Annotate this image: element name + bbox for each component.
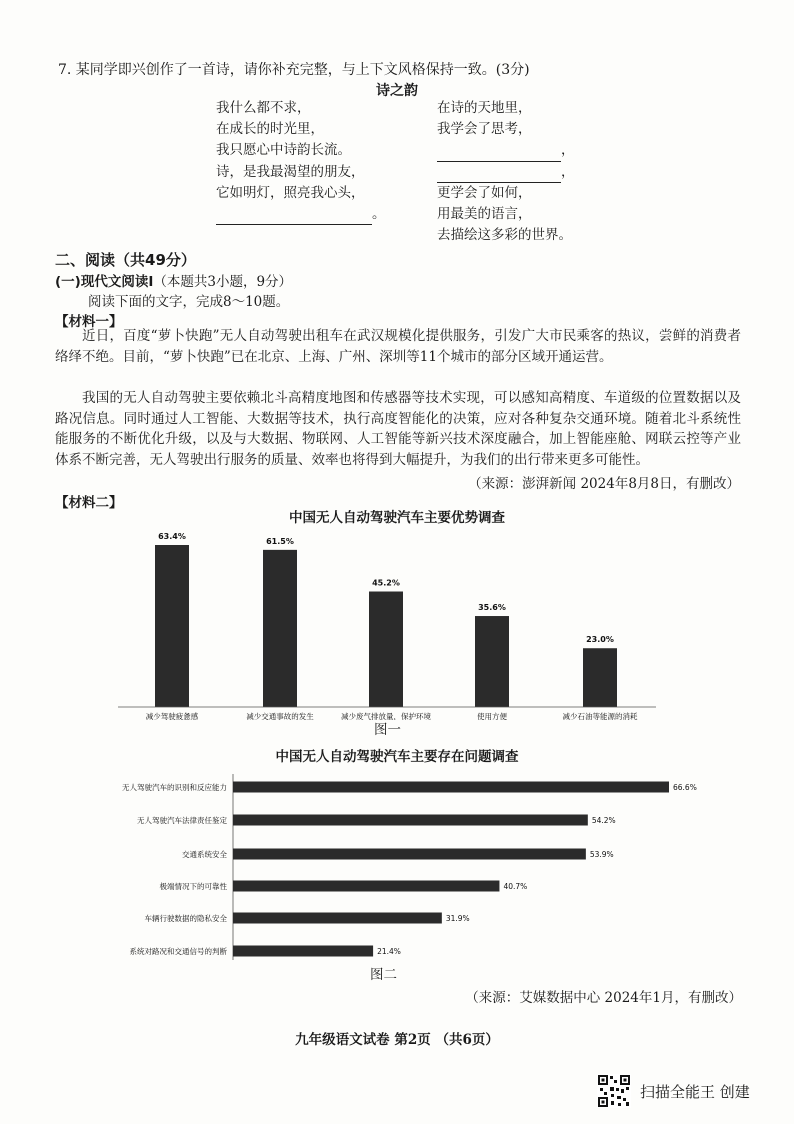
chart-1-caption: 图一 — [374, 722, 401, 738]
scanner-watermark: 扫描全能王 创建 — [640, 1083, 750, 1101]
page-footer: 九年级语文试卷 第2页 （共6页） — [295, 1032, 499, 1048]
poem-line: 它如明灯，照亮我心头， — [216, 184, 365, 201]
subsection-info: （本题共3小题，9分） — [153, 274, 293, 290]
chart-2-bar — [233, 782, 669, 793]
subsection-heading — [55, 270, 292, 290]
chart-1-data-label: 45.2% — [372, 578, 400, 588]
chart-1-bar — [475, 616, 509, 707]
chart-1-category-label: 减少废气排放量，保护环境 — [341, 712, 431, 720]
chart-2-category-label: 交通系统安全 — [182, 850, 227, 859]
section-heading: 二、阅读（共49分） — [55, 251, 196, 269]
poem-blank-line[interactable] — [437, 162, 575, 183]
chart-1-bar — [263, 550, 297, 707]
chart-1-title: 中国无人自动驾驶汽车主要优势调查 — [289, 510, 505, 526]
chart-1-data-label: 63.4% — [158, 532, 186, 541]
chart-1-bar — [583, 648, 617, 707]
chart-2-bar — [233, 849, 586, 860]
chart-2-data-label: 40.7% — [503, 882, 528, 891]
chart-2-data-label: 21.4% — [377, 947, 401, 956]
chart-2-bar — [233, 946, 373, 957]
material-2-label: 【材料二】 — [55, 495, 123, 511]
poem-blank-line[interactable] — [216, 204, 386, 225]
chart-2-bar — [233, 881, 499, 892]
poem-line: 更学会了如何， — [437, 184, 532, 201]
poem-right-column — [437, 98, 575, 246]
chart-2-title: 中国无人自动驾驶汽车主要存在问题调查 — [275, 749, 519, 765]
poem-line: 诗，是我最渴望的朋友， — [216, 163, 365, 180]
chart-2-bar — [233, 815, 588, 826]
chart-2-category-label: 车辆行驶数据的隐私安全 — [144, 914, 227, 923]
chart-2-category-label: 无人驾驶汽车法律责任鉴定 — [137, 816, 227, 825]
chart-1 — [0, 520, 794, 720]
material-2-source: （来源：艾媒数据中心 2024年1月，有删改） — [465, 990, 742, 1006]
chart-1-category-label: 减少驾驶疲惫感 — [145, 712, 199, 720]
poem-line: 我什么都不求， — [216, 100, 311, 116]
poem-title: 诗之韵 — [376, 83, 418, 99]
chart-1-bar — [369, 592, 403, 707]
chart-1-category-label: 减少交通事故的发生 — [246, 712, 314, 720]
qr-code-icon — [597, 1074, 631, 1108]
poem-comma: ， — [561, 163, 575, 180]
reading-instruction: 阅读下面的文字，完成8～10题。 — [88, 294, 290, 310]
poem-blank-line[interactable] — [437, 140, 575, 161]
chart-2-data-label: 53.9% — [589, 850, 614, 859]
material-1-source: （来源：澎湃新闻 2024年8月8日，有删改） — [468, 476, 740, 492]
poem-line: 在诗的天地里， — [437, 100, 532, 116]
chart-2-bar — [233, 913, 442, 924]
chart-2-data-label: 31.9% — [445, 914, 470, 923]
poem-line: 用最美的语言， — [437, 206, 532, 223]
chart-1-data-label: 61.5% — [266, 536, 294, 546]
poem-left-column — [216, 98, 386, 225]
chart-1-data-label: 35.6% — [478, 603, 506, 613]
poem-period: 。 — [372, 206, 386, 223]
chart-1-category-label: 使用方便 — [477, 712, 507, 720]
chart-2-category-label: 极端情况下的可靠性 — [159, 882, 227, 891]
chart-2-caption: 图二 — [370, 967, 397, 983]
poem-line: 我学会了思考， — [437, 121, 532, 138]
chart-2-category-label: 系统对路况和交通信号的判断 — [129, 947, 227, 956]
chart-1-bar — [155, 545, 189, 707]
chart-2 — [0, 770, 794, 962]
chart-2-category-label: 无人驾驶汽车的识别和反应能力 — [122, 783, 227, 792]
chart-2-data-label: 54.2% — [591, 816, 616, 825]
chart-1-category-label: 减少石油等能源的消耗 — [562, 712, 638, 720]
material-1-paragraph-1: 近日，百度“萝卜快跑”无人自动驾驶出租车在武汉规模化提供服务，引发广大市民乘客的热议，尝鲜的消费者络绎不绝。目前，“萝卜快跑”已在北京、上海、广州、深圳等11个城市的部分区域开通运营。 — [55, 328, 741, 365]
chart-1-data-label: 23.0% — [586, 635, 614, 645]
subsection-label: (一)现代文阅读Ⅰ — [55, 274, 154, 290]
poem-comma: ， — [561, 142, 575, 159]
material-1-paragraph-2: 我国的无人自动驾驶主要依赖北斗高精度地图和传感器等技术实现，可以感知高精度、车道级的位置数据以及路况信息。同时通过人工智能、大数据等技术，执行高度智能化的决策，应对各种复杂交通环境。随着北斗系统性能服务的不断优化升级，以及与大数据、物联网、人工智能等新兴技术深度融合，加上智能座舱、网联云控等产业体系不断完善，无人驾驶出行服务的质量、效率也将得到大幅提升，为我们的出行带来更多可能性。 — [55, 390, 741, 468]
poem-line: 我只愿心中诗韵长流。 — [216, 142, 351, 159]
chart-2-data-label: 66.6% — [673, 783, 697, 792]
poem-line: 在成长的时光里， — [216, 121, 324, 138]
material-1-label: 【材料一】 — [55, 314, 123, 330]
question-7: 7. 某同学即兴创作了一首诗，请你补充完整，与上下文风格保持一致。(3分) — [58, 62, 530, 78]
poem-line: 去描绘这多彩的世界。 — [437, 227, 572, 244]
